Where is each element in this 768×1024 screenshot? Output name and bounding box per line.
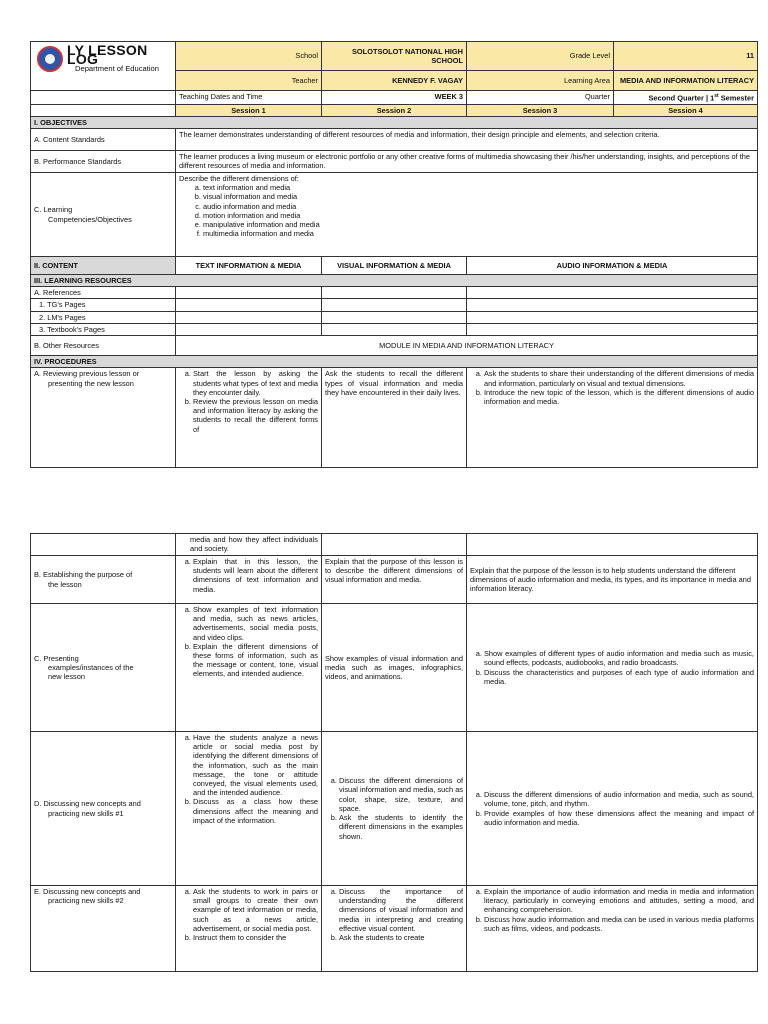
list-item: a. Explain the importance of audio information and media in media and information literacy, particularly in conveying emotions and attitudes, setting a mood, and enhancing comprehension. <box>484 887 754 915</box>
list-item: a. Explain that in this lesson, the students will learn about the different dimensions of text information and media. <box>193 557 318 594</box>
tg-pages-label: 1. TG's Pages <box>31 299 176 311</box>
procedure-d-label-line-1: D. Discussing new concepts and <box>34 799 141 809</box>
quarter-value: Second Quarter | 1st Semester <box>614 91 758 105</box>
procedure-c-label-line-3: new lesson <box>48 672 85 682</box>
procedure-c-label-line-2: examples/instances of the <box>48 662 134 672</box>
content-heading: II. CONTENT <box>31 257 176 275</box>
blank-cell <box>31 534 176 556</box>
competencies-list <box>179 183 754 238</box>
procedure-b-session-2: Explain that the purpose of this lesson is to describe the different dimensions of visual information and media. <box>322 556 467 604</box>
header-logo-cell <box>31 42 176 91</box>
content-session-2: VISUAL INFORMATION & MEDIA <box>322 257 467 275</box>
procedure-c-label <box>31 604 176 732</box>
content-standards-text: The learner demonstrates understanding of different resources of media and information, their design principle and elements, and selection criteria. <box>176 129 758 151</box>
procedure-b-session-3-4: Explain that the purpose of the lesson is to help students understand the different dimensions of audio information and media, its types, and its importance in media and information literacy. <box>467 556 758 604</box>
session-2-header: Session 2 <box>322 104 467 116</box>
content-session-1: TEXT INFORMATION & MEDIA <box>176 257 322 275</box>
procedures-heading: IV. PROCEDURES <box>31 356 758 368</box>
procedure-e-session-3-4 <box>467 886 758 972</box>
objectives-heading: I. OBJECTIVES <box>31 116 758 128</box>
list-item: b. Review the previous lesson on media and information literacy by asking the students to recall the different forms of <box>193 397 318 434</box>
procedure-e-label-line-2: practicing new skills #2 <box>48 896 124 906</box>
procedure-a-label <box>31 368 176 468</box>
blank-cell <box>467 534 758 556</box>
procedure-e-session-1 <box>176 886 322 972</box>
procedure-c-session-1 <box>176 604 322 732</box>
procedure-b-session-1 <box>176 556 322 604</box>
other-resources-value: MODULE IN MEDIA AND INFORMATION LITERACY <box>176 336 758 356</box>
list-item: b. visual information and media <box>203 192 754 201</box>
list-item: b. Ask the students to create <box>339 933 463 942</box>
blank-cell <box>176 299 322 311</box>
performance-standards-label: B. Performance Standards <box>31 151 176 173</box>
list-item: b. Discuss as a class how these dimensions affect the meaning and impact of the information. <box>193 797 318 825</box>
textbook-pages-label: 3. Textbook's Pages <box>31 323 176 335</box>
procedure-a-session-1 <box>176 368 322 468</box>
list-item: a. Discuss the different dimensions of visual information and media, such as color, shape, size, texture, and space. <box>339 776 463 813</box>
school-label: School <box>176 42 322 71</box>
other-resources-label: B. Other Resources <box>31 336 176 356</box>
blank-cell <box>322 323 467 335</box>
quarter-label: Quarter <box>467 91 614 105</box>
department-name: Department of Education <box>75 64 160 73</box>
list-item: a. Discuss the different dimensions of audio information and media, such as sound, volume, tone, pitch, and rhythm. <box>484 790 754 808</box>
blank-cell <box>322 287 467 299</box>
content-standards-label: A. Content Standards <box>31 129 176 151</box>
procedure-d-session-2 <box>322 732 467 886</box>
content-session-3-4: AUDIO INFORMATION & MEDIA <box>467 257 758 275</box>
list-item: b. Explain the different dimensions of these forms of information, such as the message or content, tone, visual elements, and intended audience. <box>193 642 318 679</box>
procedure-d-label-line-2: practicing new skills #1 <box>48 808 124 818</box>
blank-cell <box>467 287 758 299</box>
session-4-header: Session 4 <box>614 104 758 116</box>
blank-cell <box>176 323 322 335</box>
procedure-a-label-line-1: A. Reviewing previous lesson or <box>34 369 140 379</box>
procedure-a-label-line-2: presenting the new lesson <box>48 378 134 388</box>
blank-cell <box>322 311 467 323</box>
blank-cell <box>467 311 758 323</box>
procedure-b-label <box>31 556 176 604</box>
list-item: f. multimedia information and media <box>203 229 754 238</box>
header-blank-cell <box>31 91 176 105</box>
list-item: a. Ask the students to work in pairs or small groups to create their own example of text information or media, such as a news article, advertisement, or social media post. <box>193 887 318 933</box>
list-item: b. Introduce the new topic of the lesson, which is the different dimensions of audio information and media. <box>484 388 754 406</box>
session-header-blank <box>31 104 176 116</box>
list-item: b. Discuss the characteristics and purposes of each type of audio information and media. <box>484 668 754 686</box>
lesson-log-table-page-1 <box>30 41 758 468</box>
teacher-label: Teacher <box>176 71 322 91</box>
list-item: a. Start the lesson by asking the students what types of text and media they encounter daily. <box>193 369 318 397</box>
performance-standards-text: The learner produces a living museum or electronic portfolio or any other creative forms of multimedia showcasing their /his/her understanding, insights, and perceptions of the different resources of media and information. <box>176 151 758 173</box>
area-label: Learning Area <box>467 71 614 91</box>
lm-pages-label: 2. LM's Pages <box>31 311 176 323</box>
list-item: b. Instruct them to consider the <box>193 933 318 942</box>
procedure-e-session-2 <box>322 886 467 972</box>
competencies-intro: Describe the different dimensions of: <box>179 174 299 184</box>
competencies-label <box>31 173 176 257</box>
blank-cell <box>467 299 758 311</box>
resources-heading: III. LEARNING RESOURCES <box>31 275 758 287</box>
competencies-text <box>176 173 758 257</box>
procedure-a-session-3-4 <box>467 368 758 468</box>
procedure-a-session-1-continued: media and how they affect individuals and society. <box>176 534 322 556</box>
list-item: a. Show examples of text information and media, such as news articles, advertisements, social media posts, and video clips. <box>193 605 318 642</box>
list-item: a. Show examples of different types of audio information and media such as music, sound effects, podcasts, audiobooks, and radio broadcasts. <box>484 649 754 667</box>
deped-seal-icon <box>37 46 63 72</box>
competencies-label-line-1: C. Learning <box>34 205 73 215</box>
area-value: MEDIA AND INFORMATION LITERACY <box>614 71 758 91</box>
procedure-e-label-line-1: E. Discussing new concepts and <box>34 887 141 896</box>
procedure-c-session-2: Show examples of visual information and media such as images, infographics, videos, and animations. <box>322 604 467 732</box>
procedure-c-label-line-1: C. Presenting <box>34 653 79 663</box>
dates-label: Teaching Dates and Time <box>176 91 322 105</box>
list-item: b. Provide examples of how these dimensions affect the meaning and impact of audio information and media. <box>484 809 754 827</box>
list-item: a. text information and media <box>203 183 754 192</box>
blank-cell <box>322 299 467 311</box>
grade-value: 11 <box>614 42 758 71</box>
blank-cell <box>322 534 467 556</box>
procedure-b-label-line-2: the lesson <box>48 579 82 589</box>
session-1-header: Session 1 <box>176 104 322 116</box>
blank-cell <box>467 323 758 335</box>
list-item: a. Have the students analyze a news article or social media post by identifying the different dimensions of the information, such as the main message, the tone or attitude conveyed, the visual elements used, and the intended audience. <box>193 733 318 797</box>
blank-cell <box>176 311 322 323</box>
lesson-log-table-page-2 <box>30 533 758 972</box>
list-item: e. manipulative information and media <box>203 220 754 229</box>
list-item: a. Ask the students to share their understanding of the different dimensions of media and information, particularly on visual and textual dimensions. <box>484 369 754 387</box>
list-item: a. Discuss the importance of understanding the different dimensions of visual information and media in interpreting and creating effective visual content. <box>339 887 463 933</box>
list-item: b. Discuss how audio information and media can be used in various media platforms such as films, videos, and podcasts. <box>484 915 754 933</box>
procedure-c-session-3-4 <box>467 604 758 732</box>
document-title: LY LESSON LOG <box>67 42 148 68</box>
list-item: b. Ask the students to identify the different dimensions in the examples shown. <box>339 813 463 841</box>
teacher-value: KENNEDY F. VAGAY <box>322 71 467 91</box>
dates-value: WEEK 3 <box>322 91 467 105</box>
procedure-d-session-1 <box>176 732 322 886</box>
grade-label: Grade Level <box>467 42 614 71</box>
procedure-d-label <box>31 732 176 886</box>
list-item: d. motion information and media <box>203 211 754 220</box>
blank-cell <box>176 287 322 299</box>
list-item: c. audio information and media <box>203 202 754 211</box>
procedure-d-session-3-4 <box>467 732 758 886</box>
school-value: SOLOTSOLOT NATIONAL HIGH SCHOOL <box>322 42 467 71</box>
references-label: A. References <box>31 287 176 299</box>
competencies-label-line-2: Competencies/Objectives <box>48 214 132 224</box>
procedure-b-label-line-1: B. Establishing the purpose of <box>34 570 133 580</box>
procedure-a-session-2: Ask the students to recall the different types of visual information and media they have encountered in their daily lives. <box>322 368 467 468</box>
session-3-header: Session 3 <box>467 104 614 116</box>
procedure-e-label <box>31 886 176 972</box>
